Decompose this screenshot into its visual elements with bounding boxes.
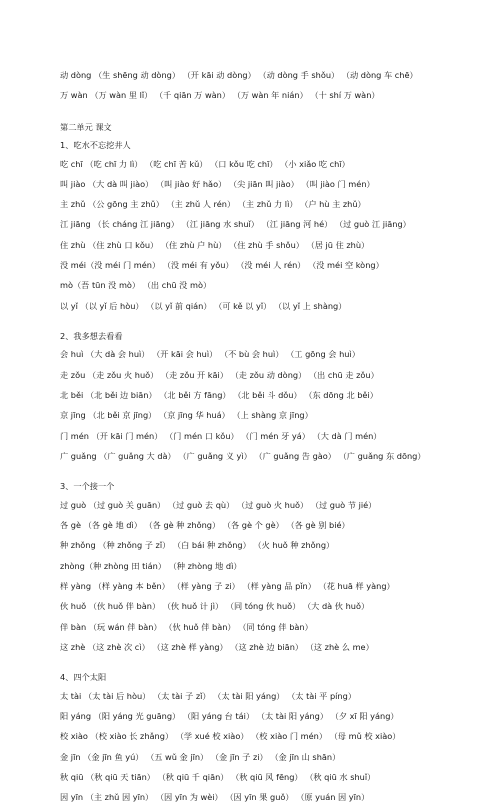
- vocab-line: 动 dòng （生 shēng 动 dòng） （开 kāi 动 dòng） （动 dòng 手 shǒu） （动 dòng 车 chē）: [60, 70, 418, 80]
- vocab-line: 门 mén （开 kāi 门 mén） （门 mén 口 kǒu） （门 mén 牙 yá） （大 dà 门 mén）: [60, 430, 382, 441]
- vocab-line: 伙 huǒ （伙 huǒ 伴 bàn） （伙 huǒ 计 jì） （同 tóng 伙 huǒ） （大 dà 伙 huǒ）: [60, 601, 370, 612]
- vocab-line: 因 yīn （主 zhǔ 因 yīn） （因 yīn 为 wèi） （因 yīn 果 guǒ） （原 yuán 因 yīn）: [60, 792, 370, 803]
- vocab-line: 过 guò （过 guò 关 guān） （过 guò 去 qù） （过 guò 火 huǒ） （过 guò 节 jié）: [60, 499, 377, 510]
- vocab-line: 阳 yáng （阳 yáng 光 guāng） （阳 yáng 台 tái） （太 tài 阳 yáng） （夕 xī 阳 yáng）: [60, 710, 399, 721]
- lesson-section: [60, 140, 480, 321]
- vocab-line: 广 guǎng （广 guǎng 大 dà） （广 guǎng 义 yì） （广 guǎng 告 gào） （广 guǎng 东 dōng）: [60, 450, 426, 461]
- document-page: [60, 70, 480, 812]
- lesson-title: 4、四个太阳: [60, 672, 107, 683]
- vocab-line: zhòng（种 zhòng 田 tián） （种 zhòng 地 dì）: [60, 560, 242, 571]
- vocab-line: 住 zhù （住 zhù 口 kǒu） （住 zhù 户 hù） （住 zhù 手 shǒu） （居 jū 住 zhù）: [60, 239, 370, 250]
- vocab-line: 校 xiào （校 xiào 长 zhǎng） （学 xué 校 xiào） （校 xiào 门 mén） （母 mǔ 校 xiào）: [60, 731, 401, 742]
- vocab-line: 京 jīng （北 běi 京 jīng） （京 jīng 华 huá） （上 shàng 京 jīng）: [60, 410, 313, 421]
- unit-title: 第二单元 课文: [60, 121, 112, 132]
- vocab-line: 太 tài （太 tài 后 hòu） （太 tài 子 zǐ） （太 tài 阳 yáng） （太 tài 平 píng）: [60, 690, 357, 701]
- lesson-title: 1、吃水不忘挖井人: [60, 140, 131, 151]
- vocab-line: 没 méi（没 méi 门 mén） （没 méi 有 yǒu） （没 méi 人 rén） （没 méi 空 kòng）: [60, 260, 384, 271]
- vocab-line: 金 jīn （金 jīn 鱼 yú） （五 wǔ 金 jīn） （金 jīn 子 zi） （金 jīn 山 shān）: [60, 751, 341, 762]
- lesson-title: 3、一个接一个: [60, 481, 115, 492]
- vocab-line: 万 wàn （万 wàn 里 lǐ） （千 qiān 万 wàn） （万 wàn 年 nián） （十 shí 万 wàn）: [60, 90, 380, 101]
- vocab-line: 江 jiāng （长 cháng 江 jiāng） （江 jiāng 水 shuǐ） （江 jiāng 河 hé） （过 guò 江 jiāng）: [60, 219, 411, 230]
- vocab-line: 吃 chī （吃 chī 力 lì） （吃 chī 苦 kǔ） （口 kǒu 吃 chī） （小 xiǎo 吃 chī）: [60, 158, 350, 169]
- vocab-line: 这 zhè （这 zhè 次 cì） （这 zhè 样 yàng） （这 zhè 边 biān） （这 zhè 么 me）: [60, 641, 374, 652]
- vocab-line: 样 yàng （样 yàng 本 běn） （样 yàng 子 zi） （样 yàng 品 pǐn） （花 huā 样 yàng）: [60, 580, 395, 591]
- lesson-section: [60, 672, 480, 812]
- vocab-line: 以 yǐ （以 yǐ 后 hòu） （以 yǐ 前 qián） （可 kě 以 yǐ） （以 yǐ 上 shàng）: [60, 300, 347, 311]
- vocab-line: 各 gè （各 gè 地 dì） （各 gè 种 zhǒng） （各 gè 个 gè） （各 gè 别 bié）: [60, 520, 350, 531]
- vocab-line: 主 zhǔ （公 gōng 主 zhǔ） （主 zhǔ 人 rén） （主 zhǔ 力 lì） （户 hù 主 zhǔ）: [60, 199, 366, 210]
- lesson-section: [60, 481, 480, 662]
- lesson-section: [60, 331, 480, 471]
- vocab-line: 北 běi （北 běi 边 biān） （北 běi 方 fāng） （北 běi 斗 dǒu） （东 dōng 北 běi）: [60, 390, 378, 401]
- vocab-line: mò（吾 tūn 没 mò） （出 chū 没 mò）: [60, 280, 212, 291]
- vocab-line: 种 zhǒng （种 zhǒng 子 zǐ） （白 bái 种 zhǒng） （火 huǒ 种 zhǒng）: [60, 540, 335, 551]
- intro-block: [60, 70, 480, 111]
- vocab-line: 伴 bàn （玩 wán 伴 bàn） （伙 huǒ 伴 bàn） （同 tóng 伴 bàn）: [60, 621, 313, 632]
- vocab-line: 秋 qiū （秋 qiū 天 tiān） （秋 qiū 千 qiān） （秋 qiū 风 fēng） （秋 qiū 水 shuǐ）: [60, 771, 376, 782]
- lesson-title: 2、我多想去看看: [60, 330, 123, 341]
- vocab-line: 叫 jiào （大 dà 叫 jiào） （叫 jiào 好 hǎo） （尖 jiān 叫 jiào） （叫 jiào 门 mén）: [60, 178, 375, 189]
- vocab-line: 走 zǒu （走 zǒu 火 huǒ） （走 zǒu 开 kāi） （走 zǒu 动 dòng） （出 chū 走 zǒu）: [60, 369, 379, 380]
- vocab-line: 会 huì （大 dà 会 huì） （开 kāi 会 huì） （不 bù 会 huì） （工 gōng 会 huì）: [60, 349, 360, 360]
